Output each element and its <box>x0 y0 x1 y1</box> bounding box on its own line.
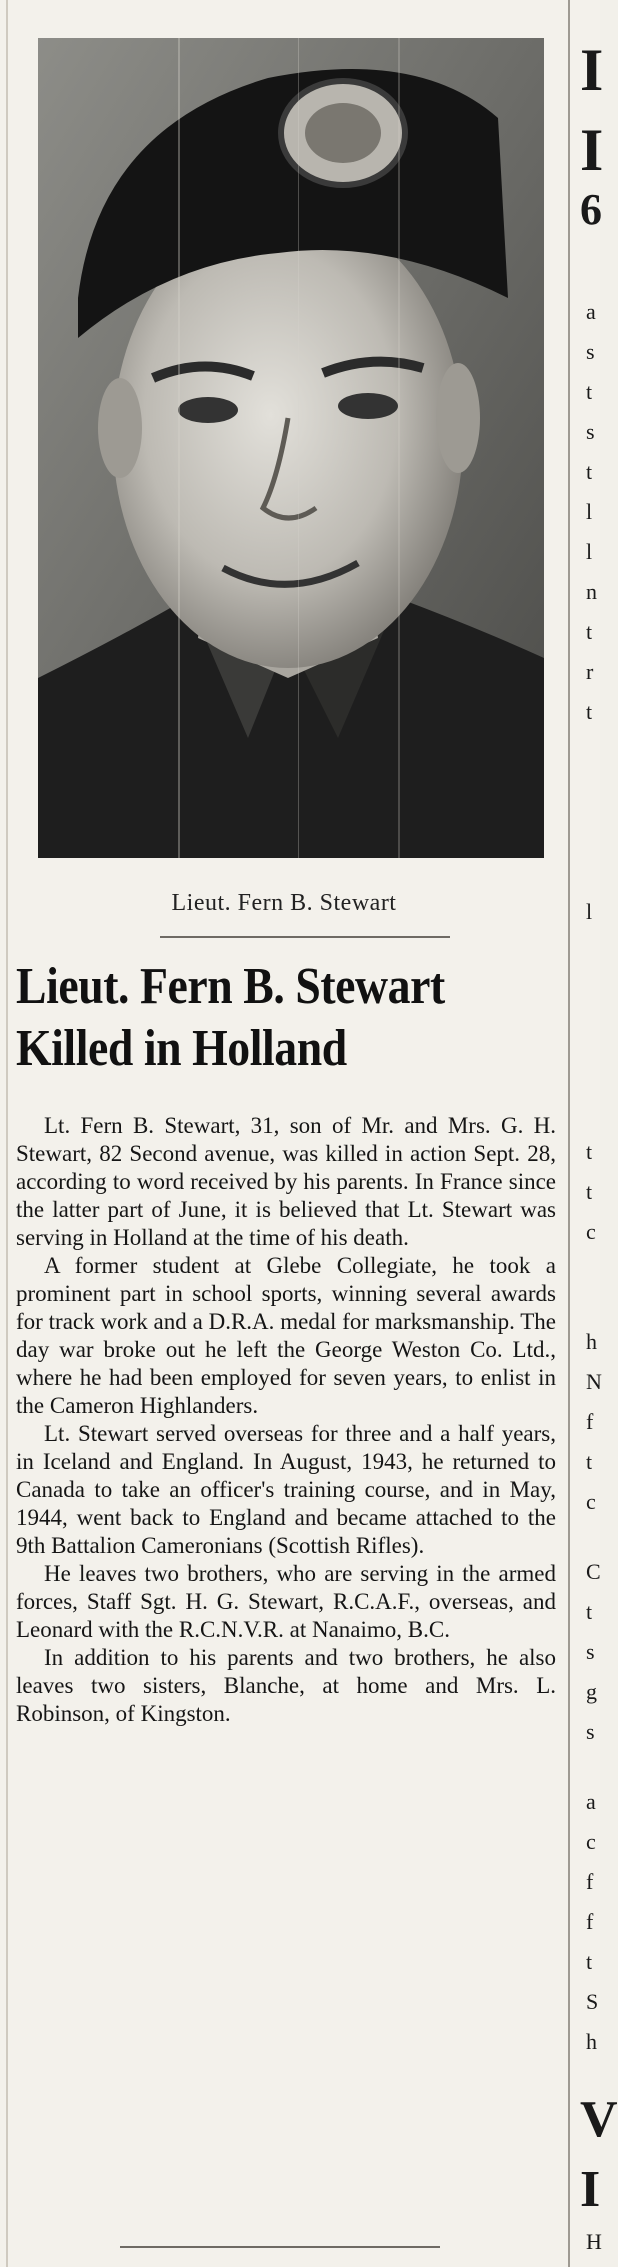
adjacent-fragment: f <box>586 1409 594 1434</box>
photo-caption: Lieut. Fern B. Stewart <box>171 890 397 916</box>
adjacent-fragment: I <box>580 37 604 103</box>
paragraph: A former student at Glebe Collegiate, he took a prominent part in school sports, winning several awards for track work and a D.R.A. medal for marksmanship. The day war broke out he left the George Weston Co. Ltd., where he had been employed for seven years, to enlist in the Cameron Highlanders. <box>16 1253 556 1418</box>
adjacent-fragment: l <box>586 499 593 524</box>
headline <box>16 956 500 1080</box>
adjacent-fragment: c <box>586 1829 596 1854</box>
adjacent-fragment: h <box>586 2029 597 2054</box>
adjacent-fragment: a <box>586 299 596 324</box>
adjacent-fragment: N <box>586 1369 602 1394</box>
caption-rule <box>160 936 450 938</box>
adjacent-fragment: s <box>586 1639 595 1664</box>
adjacent-fragment: V <box>580 2091 618 2148</box>
adjacent-fragment: c <box>586 1489 596 1514</box>
adjacent-fragment: n <box>586 579 597 604</box>
adjacent-fragment: t <box>586 1599 593 1624</box>
adjacent-fragment: t <box>586 1139 593 1164</box>
adjacent-fragment: I <box>580 2161 601 2218</box>
portrait-illustration <box>38 38 544 858</box>
adjacent-fragment: l <box>586 539 593 564</box>
paragraph: In addition to his parents and two brothers, he also leaves two sisters, Blanche, at home and Mrs. L. Robinson, of Kingston. <box>16 1645 556 1726</box>
adjacent-fragment: t <box>586 699 593 724</box>
headline-line-2: Killed in Holland <box>16 1020 347 1077</box>
column-divider <box>568 0 570 2267</box>
portrait-photo <box>38 38 544 858</box>
article-body <box>16 1112 556 1728</box>
adjacent-fragment: S <box>586 1989 599 2014</box>
adjacent-fragment: a <box>586 1789 596 1814</box>
paragraph: Lt. Stewart served overseas for three and a half years, in Iceland and England. In August, 1943, he returned to Canada to take an officer's training course, and in May, 1944, went back to England and became attached to the 9th Battalion Cameronians (Scottish Rifles). <box>16 1421 556 1558</box>
adjacent-fragment: g <box>586 1679 597 1704</box>
bottom-rule <box>120 2246 440 2248</box>
adjacent-fragment: f <box>586 1869 594 1894</box>
adjacent-fragment: t <box>586 1179 593 1204</box>
adjacent-fragment: C <box>586 1559 601 1584</box>
adjacent-fragment: t <box>586 619 593 644</box>
adjacent-fragment: I <box>580 117 604 183</box>
adjacent-column-fragment <box>572 0 618 2267</box>
headline-line-1: Lieut. Fern B. Stewart <box>16 958 445 1015</box>
adjacent-fragment: s <box>586 1719 595 1744</box>
paragraph: He leaves two brothers, who are serving in the armed forces, Staff Sgt. H. G. Stewart, R.C.A.F., overseas, and Leonard with the R.C.N.V.R. at Nanaimo, B.C. <box>16 1561 556 1642</box>
paragraph: Lt. Fern B. Stewart, 31, son of Mr. and Mrs. G. H. Stewart, 82 Second avenue, was killed in action Sept. 28, according to word received by his parents. In France since the latter part of June, it is believed that Lt. Stewart was serving in Holland at the time of his death. <box>16 1113 556 1250</box>
adjacent-fragment: s <box>586 419 595 444</box>
adjacent-fragment: r <box>586 659 594 684</box>
adjacent-fragment: t <box>586 379 593 404</box>
adjacent-fragment: f <box>586 1909 594 1934</box>
adjacent-fragment: h <box>586 1329 597 1354</box>
adjacent-fragment: t <box>586 1449 593 1474</box>
left-margin-rule <box>6 0 8 2267</box>
adjacent-fragment: 6 <box>580 185 602 234</box>
adjacent-fragment: H <box>586 2229 602 2254</box>
adjacent-fragment: c <box>586 1219 596 1244</box>
adjacent-fragment: t <box>586 459 593 484</box>
adjacent-fragment: t <box>586 1949 593 1974</box>
adjacent-fragment: l <box>586 899 593 924</box>
adjacent-fragment: s <box>586 339 595 364</box>
